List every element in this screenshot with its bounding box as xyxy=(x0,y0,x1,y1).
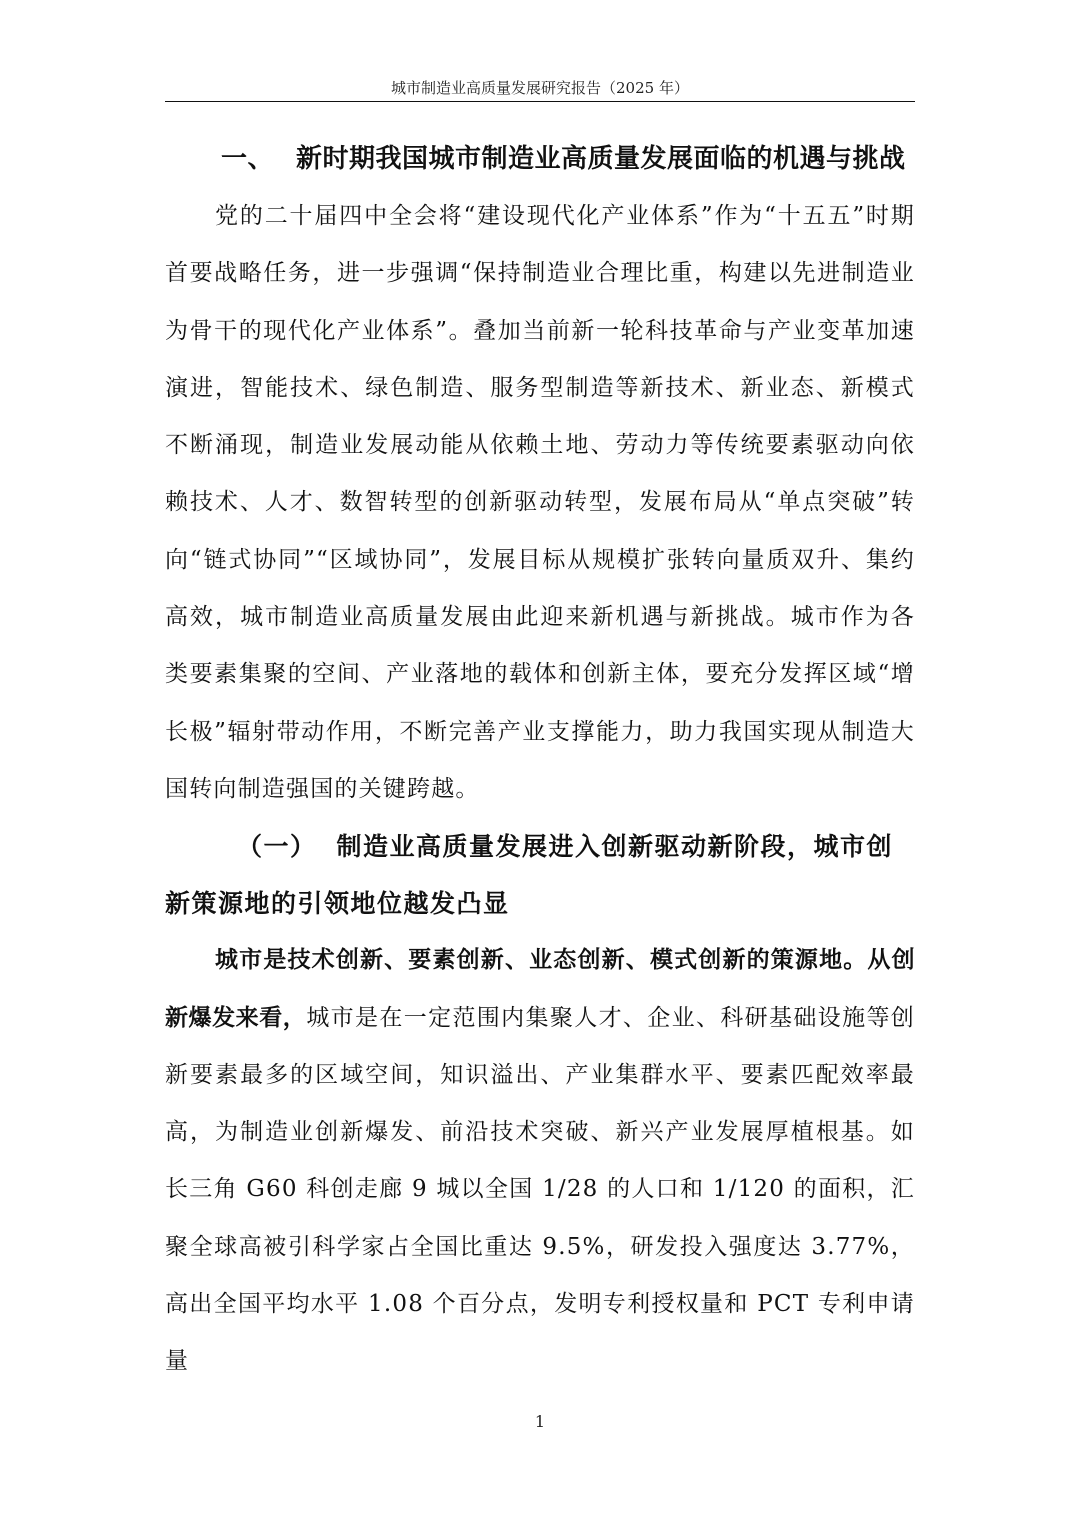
subsection-number: （一） xyxy=(237,832,317,862)
page-number: 1 xyxy=(534,1412,546,1431)
subsection-heading xyxy=(165,818,915,932)
subsection-title: 制造业高质量发展进入创新驱动新阶段，城市创新策源地的引领地位越发凸显 xyxy=(165,832,894,919)
running-header: 城市制造业高质量发展研究报告（2025 年） xyxy=(391,79,689,97)
page-content xyxy=(165,130,915,1391)
body-text: 城市是在一定范围内集聚人才、企业、科研基础设施等创新要素最多的区域空间，知识溢出、产业集群水平、要素匹配效率最高，为制造业创新爆发、前沿技术突破、新兴产业发展厚植根基。如长三角 G60 科创走廊 9 城以全国 1/28 的人口和 1/120 的面积，汇聚全球高被引科学家占全国比重达 9.5%，研发投入强度达 3.77%，高出全国平均水平 1.08 个百分点，发明专利授权量和 PCT 专利申请量 xyxy=(165,1004,916,1375)
section-heading xyxy=(165,130,915,188)
intro-paragraph: 党的二十届四中全会将“建设现代化产业体系”作为“十五五”时期首要战略任务，进一步强调“保持制造业合理比重，构建以先进制造业为骨干的现代化产业体系”。叠加当前新一轮科技革命与产业变革加速演进，智能技术、绿色制造、服务型制造等新技术、新业态、新模式不断涌现，制造业发展动能从依赖土地、劳动力等传统要素驱动向依赖技术、人才、数智转型的创新驱动转型，发展布局从“单点突破”转向“链式协同”“区域协同”，发展目标从规模扩张转向量质双升、集约高效，城市制造业高质量发展由此迎来新机遇与新挑战。城市作为各类要素集聚的空间、产业落地的载体和创新主体，要充分发挥区域“增长极”辐射带动作用，不断完善产业支撑能力，助力我国实现从制造大国转向制造强国的关键跨越。 xyxy=(165,203,915,802)
section-title: 新时期我国城市制造业高质量发展面临的机遇与挑战 xyxy=(296,144,906,174)
body-lead-bold: 城市是技术创新、要素创新、业态创新、模式创新的策源地。从创新爆发来看， xyxy=(165,947,915,1031)
header-rule xyxy=(165,101,915,102)
section-number: 一、 xyxy=(221,144,275,174)
body-paragraph xyxy=(165,932,915,1390)
